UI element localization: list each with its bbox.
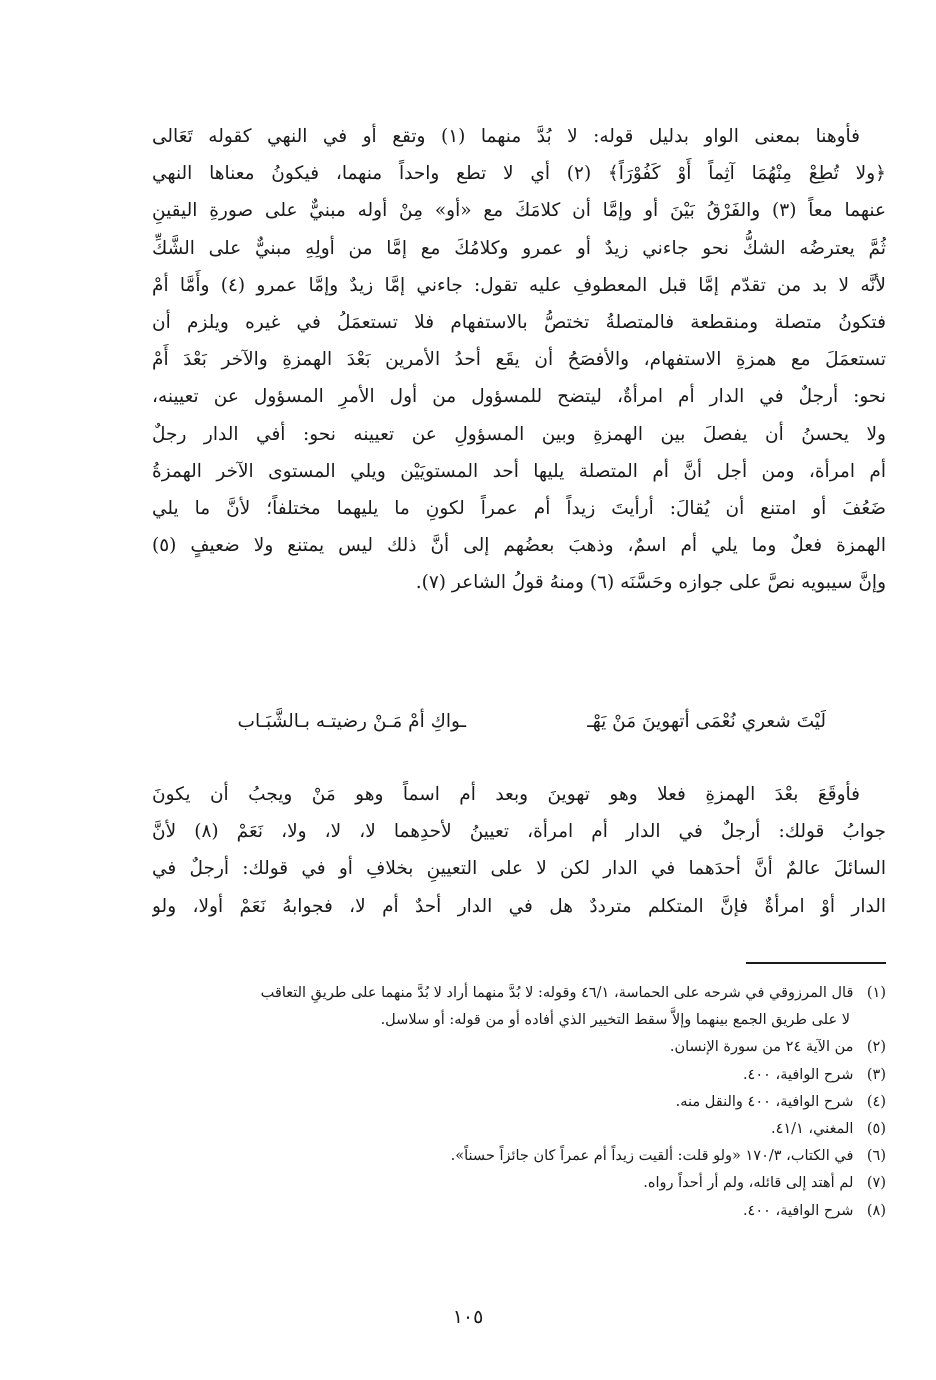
text-line: تستعمَلَ مع همزةِ الاستفهام، والأفصَحُ أن يقَع أحدُ الأمرين بَعْدَ الهمزةِ والآخر بَعْدَ أَمْ xyxy=(152,349,886,371)
footnote-text: قال المرزوقي في شرحه على الحماسة، ٤٦/١ وقوله: لا بُدَّ منهما أراد لا بُدَّ منهما على طريقِ التعاقب xyxy=(260,985,854,1001)
footnote-text: لم أهتد إلى قائله، ولم أر أحداً رواه. xyxy=(643,1175,854,1192)
footnote-2 xyxy=(152,1034,886,1061)
footnote-number: (٧) xyxy=(866,1175,886,1192)
footnote-text: شرح الوافية، ٤٠٠. xyxy=(742,1066,854,1083)
footnote-number: (٦) xyxy=(866,1148,886,1165)
footnote-number: (٥) xyxy=(866,1120,886,1137)
footnote-3 xyxy=(152,1062,886,1089)
footnote-number: (٤) xyxy=(866,1093,886,1110)
verse-second-hemistich: ـواكِ أمْ مَـنْ رضيتـه بـالشَّبَـاب xyxy=(237,711,466,732)
footnotes xyxy=(152,980,886,1225)
footnote-5 xyxy=(152,1116,886,1143)
text-line: جوابُ قولك: أرجلٌ في الدار أم امرأة، تعيينُ لأحدِهما لا، لا، ولا، نَعَمْ (٨) لأنَّ xyxy=(152,821,886,843)
text-line: أم امرأة، ومن أجل أنَّ أم المتصلة يليها أحد المستويَيْن ويلي المستوى الآخر الهمزةُ xyxy=(152,460,886,482)
page-number: ١٠٥ xyxy=(452,1306,484,1328)
text-line: ثُمَّ يعترضُه الشكُّ نحو جاءني زيدٌ أو عمرو وكلامُكَ مع إمَّا من أولِهِ مبنيٌّ على الشَّكِّ xyxy=(152,237,886,259)
text-line: لأنَّه لا بد من تقدّم إمَّا قبل المعطوفِ عليه تقول: جاءني إمَّا زيدٌ وإمَّا عمرو (٤) وأَمَّا أمْ xyxy=(152,274,886,296)
footnote-text: من الآية ٢٤ من سورة الإنسان. xyxy=(669,1039,854,1056)
footnote-number: (١) xyxy=(866,985,886,1001)
footnote-1-continuation: لا على طريق الجمع بينهما وإلاَّ سقط التخيير الذي أفاده أو من قوله: أو سلاسل. xyxy=(380,1012,850,1029)
footnote-text: في الكتاب، ١٧٠/٣ «ولو قلت: ألقيت زيداً أم عمراً كان جائزاً حسناً». xyxy=(450,1148,854,1165)
footnote-number: (٣) xyxy=(866,1066,886,1083)
text-line: نحو: أرجلٌ في الدار أم امرأةٌ، ليتضح للمسؤول من أول الأمرِ المسؤول عن تعيينه، xyxy=(152,386,886,408)
text-line-quran-verse: ﴿ولا تُطِعْ مِنْهُمَا آثِماً أَوْ كَفُوْرَاً﴾ (٢) أي لا تطع واحداً منهما، فيكونُ معناها النهي xyxy=(152,163,886,185)
poetry-verse xyxy=(152,702,886,742)
text-line: السائلَ عالمٌ أنَّ أحدَهما في الدار لكن لا على التعيينِ بخلافِ أو في قولك: أرجلٌ في xyxy=(152,858,886,880)
footnote-text: المغني، ٤١/١. xyxy=(770,1120,854,1137)
text-line: فتكونُ متصلة ومنقطعة فالمتصلةُ تختصُّ بالاستفهام فلا تستعمَلُ في غيره ويلزم أن xyxy=(152,311,886,333)
text-line: وإنَّ سيبويه نصَّ على جوازه وحَسَّنَه (٦) ومنهُ قولُ الشاعر (٧). xyxy=(415,572,886,594)
text-line: فأوقَعَ بعْدَ الهمزةِ فعلا وهو تهوينَ وبعد أم اسماً وهو مَنْ ويجبُ أن يكونَ xyxy=(152,784,860,805)
footnote-1 xyxy=(152,980,886,1007)
footnote-6 xyxy=(152,1143,886,1170)
footnote-divider xyxy=(746,962,886,964)
footnote-8 xyxy=(152,1198,886,1225)
footnote-7 xyxy=(152,1170,886,1197)
footnote-number: (٨) xyxy=(866,1202,886,1219)
footnote-number: (٢) xyxy=(866,1039,886,1056)
text-line: ولا يحسنُ أن يفصلَ بين الهمزةِ وبين المسؤولِ عن تعيينه نحو: أفي الدار رجلٌ xyxy=(152,423,886,445)
footnote-text: شرح الوافية، ٤٠٠ والنقل منه. xyxy=(675,1093,854,1110)
main-paragraph-2 xyxy=(152,776,886,925)
text-line: فأوهنا بمعنى الواو بدليل قوله: لا بُدَّ منهما (١) وتقع أو في النهي كقوله تَعَالى xyxy=(152,126,860,147)
footnote-4 xyxy=(152,1089,886,1116)
verse-first-hemistich: لَيْتَ شعري نُعْمَى أتهوينَ مَنْ يَهْـ xyxy=(587,711,826,732)
text-line: الدار أوْ امرأةٌ فإنَّ المتكلم مترددٌ هل في الدار أحدٌ أم لا، فجوابهُ نَعَمْ أولا، ولو xyxy=(152,895,886,917)
main-paragraph-1 xyxy=(152,118,886,601)
text-line: عنهما معاً (٣) والفَرْقُ بَيْنَ أو وإمَّا أن كلامَكَ مع «أو» مِنْ أوله مبنيٌّ على صورةِ اليقينِ xyxy=(152,200,886,222)
text-line: ضَعُفَ أو امتنع أن يُقالَ: أرأيتَ زيداً أم عمراً لكونِ ما يليهما مختلفاً؛ لأنَّ ما يلي xyxy=(152,497,886,519)
text-line: الهمزة فعلٌ وما يلي أم اسمٌ، وذهبَ بعضُهم إلى أنَّ ذلك ليس يمتنع ولا ضعيفٍ (٥) xyxy=(152,535,886,557)
footnote-text: شرح الوافية، ٤٠٠. xyxy=(742,1202,854,1219)
